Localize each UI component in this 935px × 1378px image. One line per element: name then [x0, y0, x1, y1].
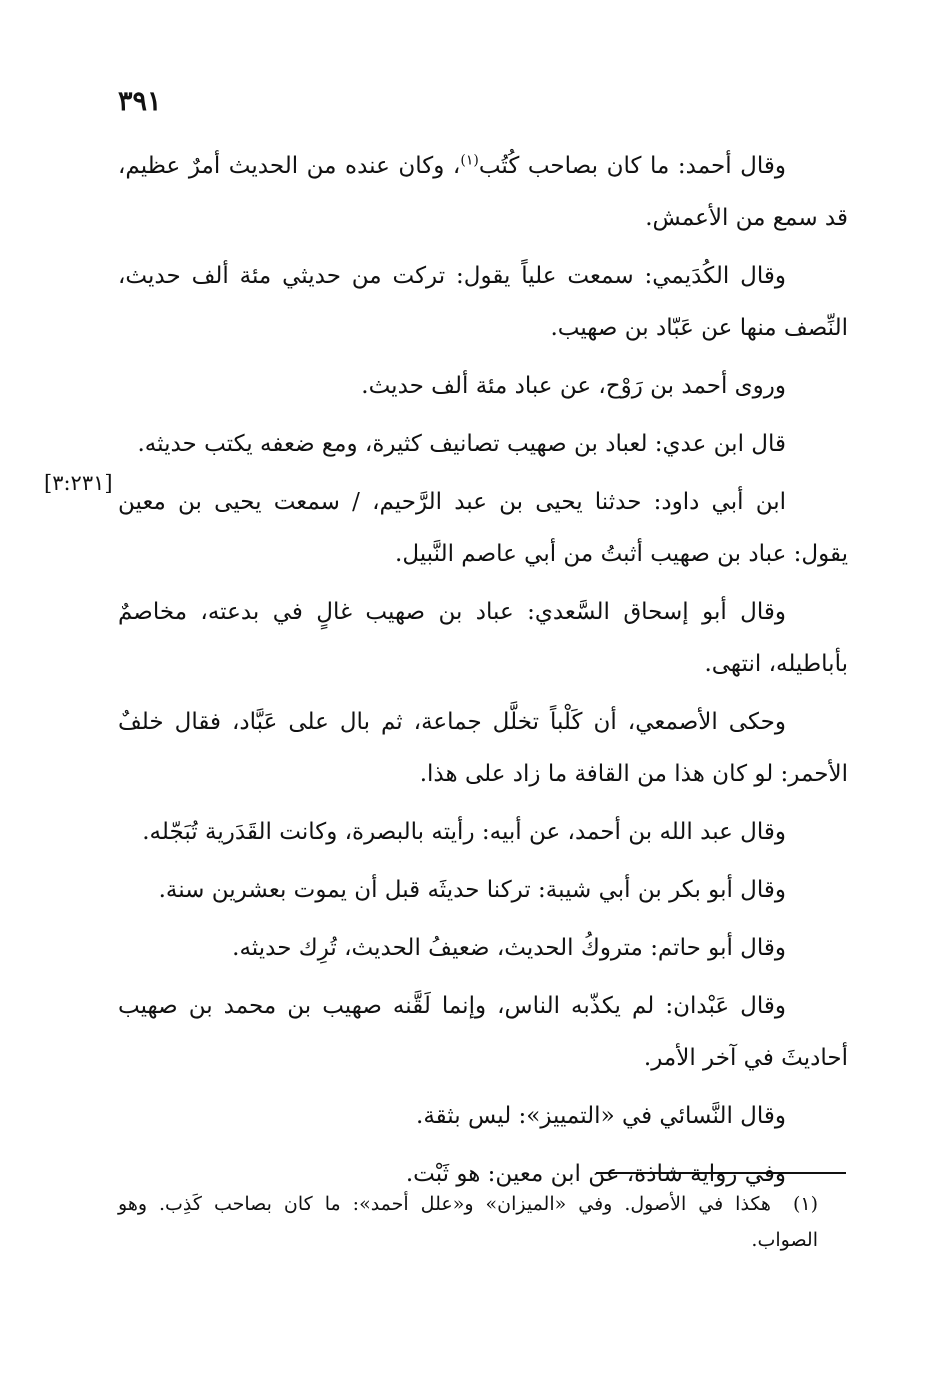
- paragraph: وقال عَبْدان: لم يكذّبه الناس، وإنما لَقَّنه صهيب بن محمد بن صهيب أحاديثَ في آخر الأمر.: [118, 993, 848, 1071]
- paragraph: وفي رواية شاذة، عن ابن معين: هو ثَبْت.: [405, 1161, 786, 1187]
- footnote-text: هكذا في الأصول. وفي «الميزان» و«علل أحمد»: ما كان بصاحب كَذِب. وهو الصواب.: [118, 1193, 818, 1251]
- footnote-divider: [596, 1172, 846, 1174]
- paragraph: وقال أبو إسحاق السَّعدي: عباد بن صهيب غالٍ في بدعته، مخاصمٌ بأباطيله، انتهى.: [118, 599, 848, 677]
- footnote: [118, 1186, 818, 1258]
- paragraph: وقال أبو حاتم: متروكُ الحديث، ضعيفُ الحديث، تُرِك حديثه.: [232, 935, 786, 961]
- paragraph: وروى أحمد بن رَوْح، عن عباد مئة ألف حديث.: [361, 373, 786, 399]
- paragraph: قال ابن عدي: لعباد بن صهيب تصانيف كثيرة، ومع ضعفه يكتب حديثه.: [137, 431, 786, 457]
- main-text: [118, 140, 848, 1206]
- paragraph-text: ، وكان عنده من الحديث أمرٌ عظيم، قد سمع من الأعمش.: [118, 153, 848, 231]
- paragraph: وقال أبو بكر بن أبي شيبة: تركنا حديثَه قبل أن يموت بعشرين سنة.: [158, 877, 786, 903]
- margin-reference: [٣:٢٣١]: [44, 471, 113, 495]
- paragraph-text: وقال أحمد: ما كان بصاحب كُتُب: [478, 153, 786, 179]
- paragraph: وقال عبد الله بن أحمد، عن أبيه: رأيته بالبصرة، وكانت القَدَرية تُبَجّله.: [142, 819, 786, 845]
- page-number: ٣٩١: [118, 86, 162, 117]
- paragraph: وحكى الأصمعي، أن كَلْباً تخلَّل جماعة، ثم بال على عَبَّاد، فقال خلفٌ الأحمر: لو كان هذا من القافة ما زاد على هذا.: [118, 709, 848, 787]
- footnote-number: (١): [792, 1193, 819, 1215]
- footnotes: [118, 1186, 818, 1258]
- paragraph: وقال الكُدَيمي: سمعت علياً يقول: تركت من حديثي مئة ألف حديث، النِّصف منها عن عَبّاد بن صهيب.: [118, 263, 848, 341]
- footnote-reference[interactable]: (١): [460, 152, 479, 169]
- paragraph: وقال النَّسائي في «التمييز»: ليس بثقة.: [416, 1103, 786, 1129]
- paragraph: ابن أبي داود: حدثنا يحيى بن عبد الرَّحيم، / سمعت يحيى بن معين يقول: عباد بن صهيب أثبتُ من أبي عاصم النَّبيل.: [118, 489, 848, 567]
- paragraph: [118, 140, 848, 244]
